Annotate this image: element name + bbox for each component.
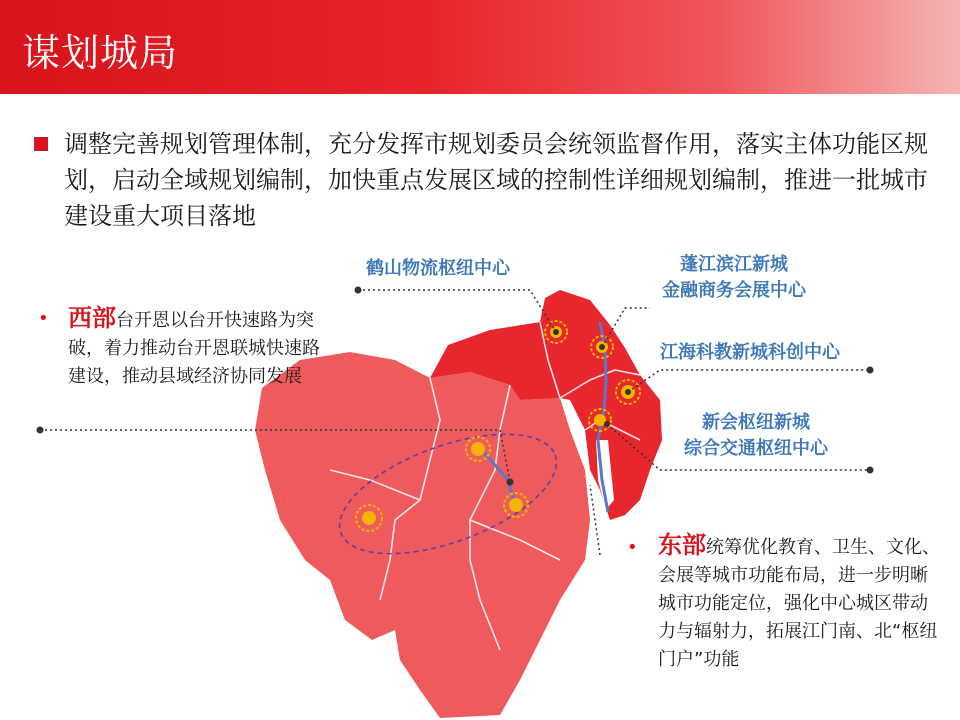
west-description (68, 304, 320, 391)
west-bullet-icon: • (38, 308, 49, 329)
page-title: 谋划城局 (22, 31, 179, 75)
callout-xinhui (684, 410, 828, 462)
west-text: 台开恩以台开快速路为突破，着力推动台开恩联城快速路建设，推动县域经济协同发展 (68, 310, 320, 387)
callout-jianghai: 江海科教新城科创中心 (660, 342, 840, 363)
east-description (658, 531, 940, 674)
watermark-text: 大数跨境 (46, 693, 111, 712)
callout-pengjiang-line1: 蓬江滨江新城 (680, 254, 788, 275)
watermark-icon (8, 688, 42, 712)
callout-xinhui-line2: 综合交通枢纽中心 (684, 438, 828, 459)
east-bullet-icon: • (627, 537, 638, 558)
callout-pengjiang-line2: 金融商务会展中心 (662, 280, 806, 301)
east-label: 东部 (658, 531, 706, 559)
callout-heshan: 鹤山物流枢纽中心 (366, 258, 510, 279)
callout-xinhui-line1: 新会枢纽新城 (702, 412, 810, 433)
map-west-region (255, 352, 590, 718)
intro-paragraph: 调整完善规划管理体制，充分发挥市规划委员会统领监督作用，落实主体功能区规划，启动全域规划编制，加快重点发展区域的控制性详细规划编制，推进一批城市建设重大项目落地 (64, 130, 928, 230)
callout-pengjiang (662, 252, 806, 304)
east-text: 统筹优化教育、卫生、文化、会展等城市功能布局，进一步明晰城市功能定位，强化中心城区带动力与辐射力，拓展江门南、北“枢纽门户”功能 (658, 537, 940, 670)
west-label: 西部 (68, 304, 116, 332)
